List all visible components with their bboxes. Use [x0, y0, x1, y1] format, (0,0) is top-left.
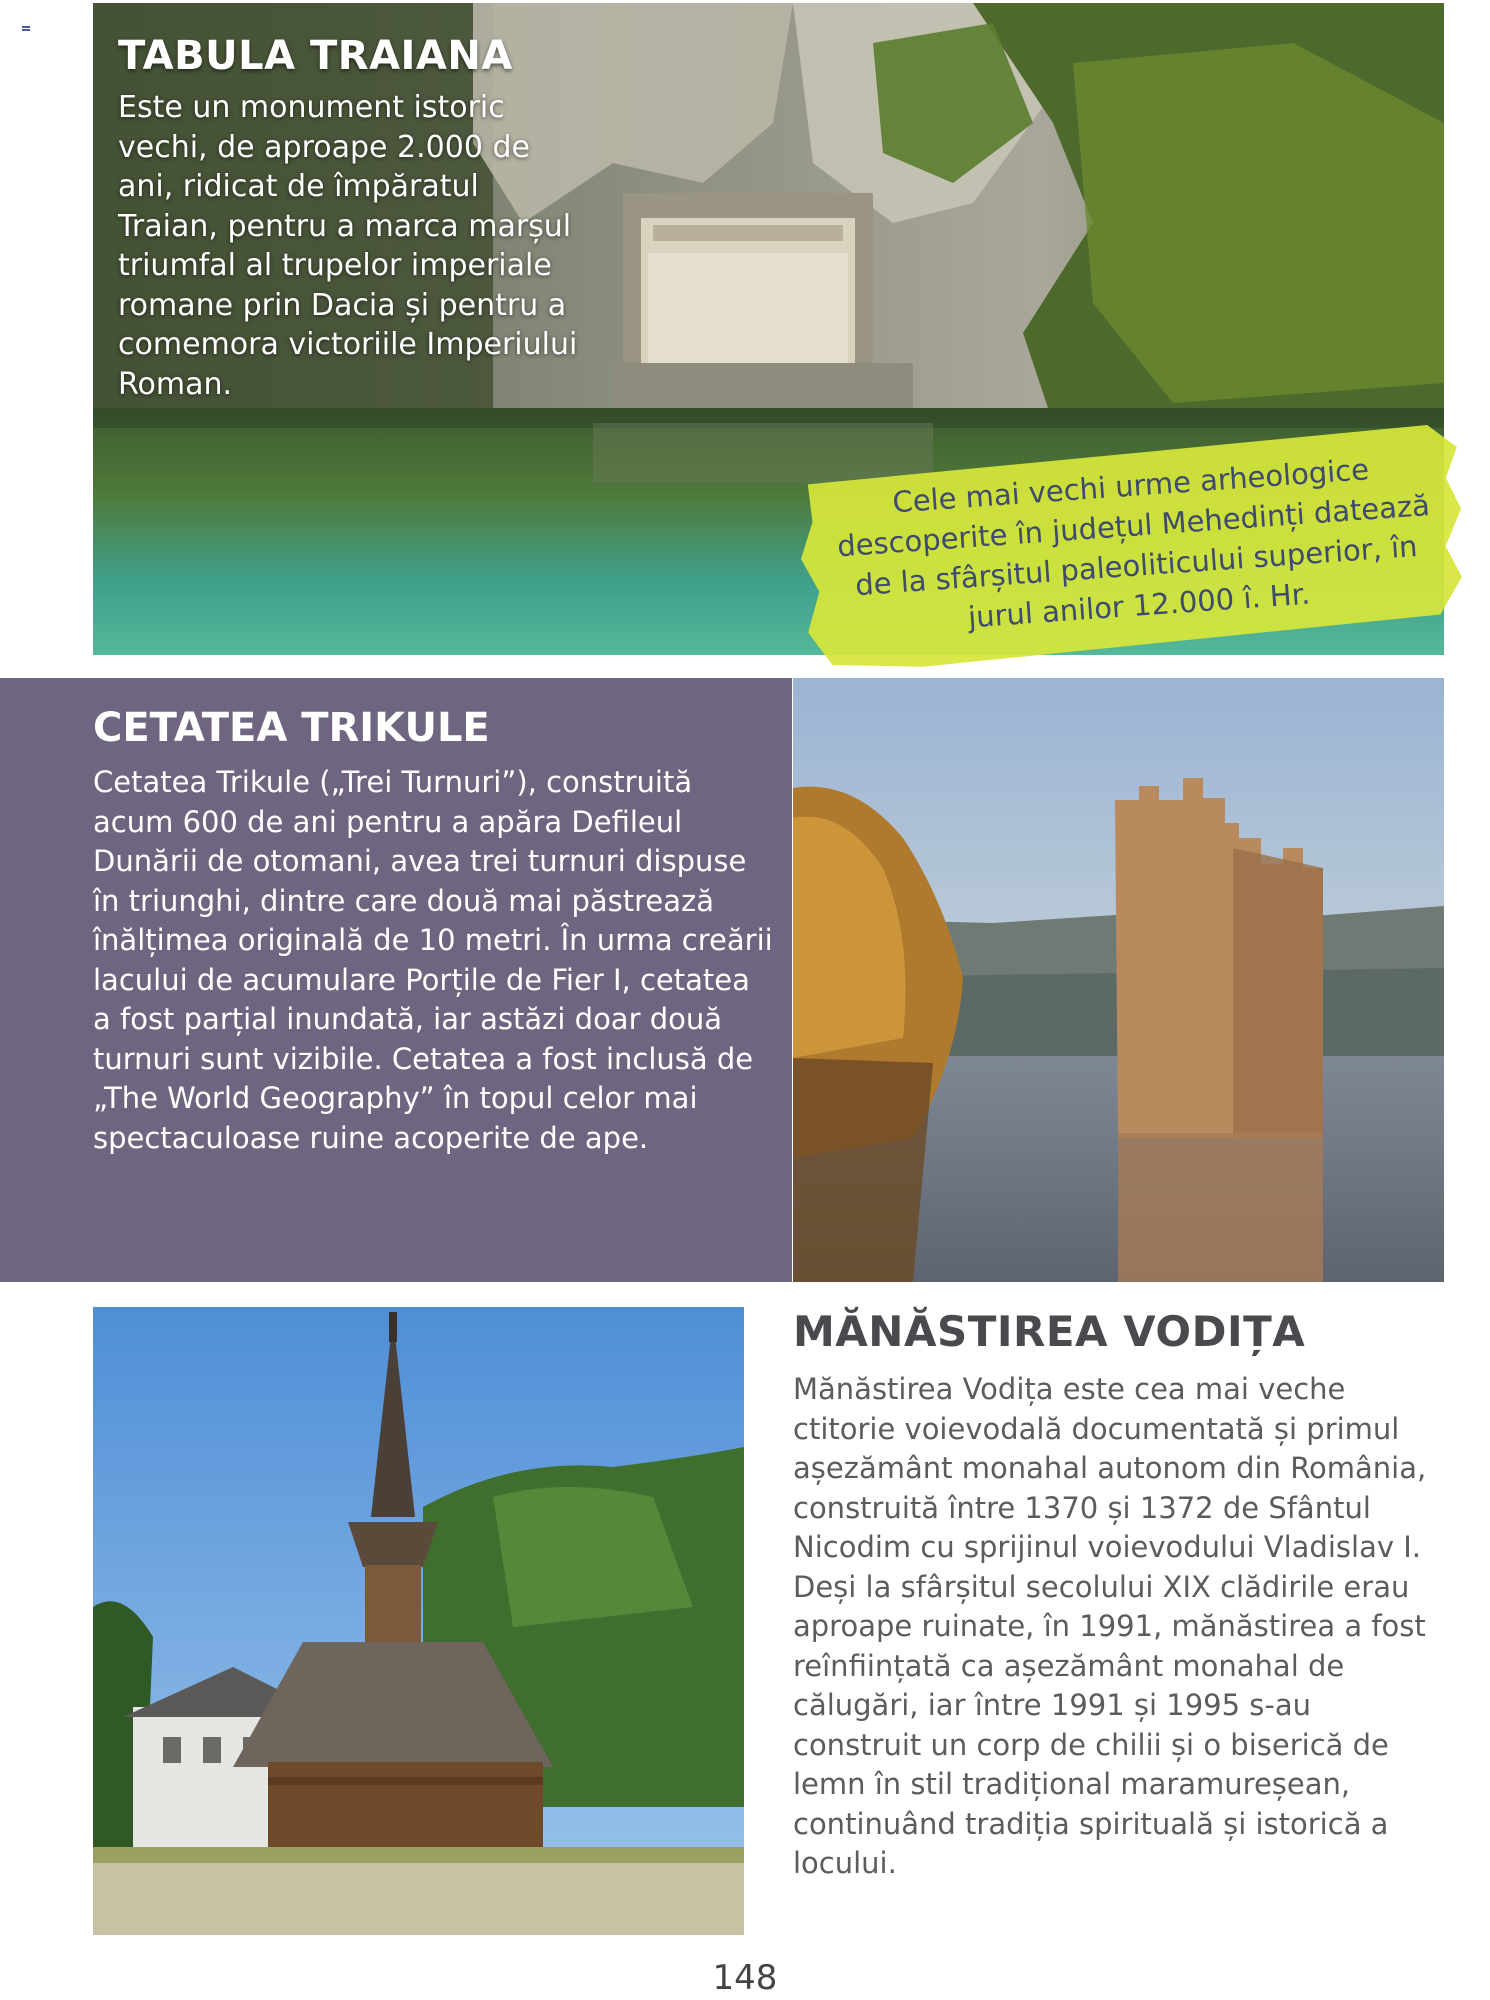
corner-mark-icon [22, 26, 30, 32]
vodita-monastery-photo [93, 1307, 744, 1935]
vodita-body: Mănăstirea Vodița este cea mai veche ctitorie voievodală documentată și primul așezământ monahal autonom din România, construită între 1370 și 1372 de Sfântul Nicodim cu sprijinul voievodului Vladislav I. Deși la sfârșitul secolului XIX clădirile erau aproape ruinate, în 1991, mănăstirea a fost reînființată ca așezământ monahal de călugări, iar între 1991 și 1995 s-au construit un corp de chilii și o biserică de lemn în stil tradițional maramureșean, continuând tradiția spirituală și istorică a locului. [793, 1372, 1427, 1880]
trikule-body: Cetatea Trikule („Trei Turnuri”), construită acum 600 de ani pentru a apăra Defileul Dunării de otomani, avea trei turnuri dispuse în triunghi, dintre care două mai păstrează înălțimea originală de 10 metri. În urma creării lacului de acumulare Porțile de Fier I, cetatea a fost parțial inundată, iar astăzi doar două turnuri sunt vizibile. Cetatea a fost inclusă de „The World Geography” în topul celor mai spectaculoase ruine acoperite de ape. [93, 765, 773, 1155]
trikule-photo [793, 678, 1444, 1282]
tabula-traiana-body: Este un monument istoric vechi, de aproape 2.000 de ani, ridicat de împăratul Traian, pentru a marca marșul triumfal al trupelor imperiale romane prin Dacia și pentru a comemora victoriile Imperiului Roman. [118, 90, 578, 402]
trikule-title: CETATEA TRIKULE [93, 705, 490, 751]
archaeology-note-text: Cele mai vechi urme arheologice descoperite în județul Mehedinți datează de la sfârșitul paleoliticului superior, în jurul anilor 12.000 î. Hr. [836, 452, 1431, 635]
vodita-title: MĂNĂSTIREA VODIȚA [793, 1307, 1306, 1356]
tabula-traiana-title: TABULA TRAIANA [118, 33, 513, 79]
page-number: 148 [712, 1958, 778, 1998]
